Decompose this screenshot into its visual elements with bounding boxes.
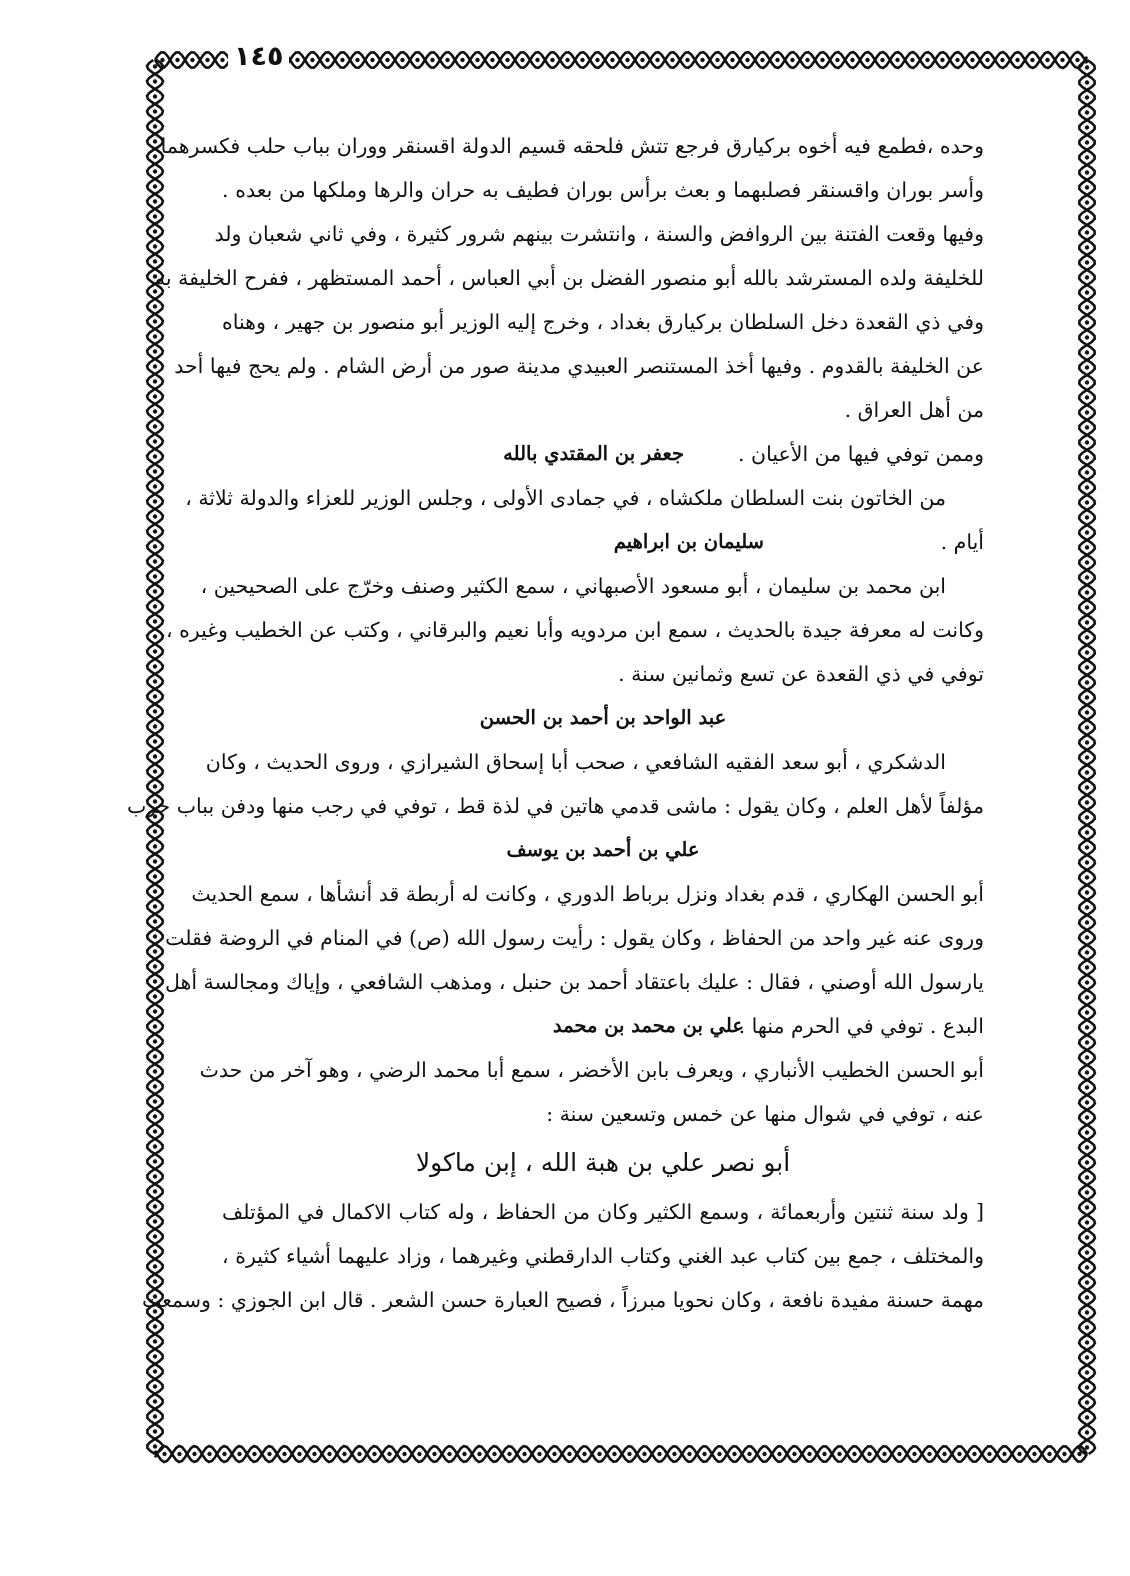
text-line: للخليفة ولده المسترشد بالله أبو منصور الفضل بن أبي العباس ، أحمد المستظهر ، ففرح الخليفة به bbox=[154, 266, 984, 290]
text-line: وفي ذي القعدة دخل السلطان بركيارق بغداد ، وخرج إليه الوزير أبو منصور بن جهير ، وهناه bbox=[222, 310, 984, 334]
text-line: من أهل العراق . bbox=[844, 398, 984, 422]
entry-heading: سليمان بن ابراهيم bbox=[613, 530, 764, 553]
text-line: أبو الحسن الخطيب الأنباري ، ويعرف بابن الأخضر ، سمع أبا محمد الرضي ، وهو آخر من حدث bbox=[199, 1058, 984, 1082]
text-line: يارسول الله أوصني ، فقال : عليك باعتقاد أحمد بن حنبل ، ومذهب الشافعي ، وإياك ومجالسة أهل bbox=[165, 970, 984, 994]
text-line: مؤلفاً لأهل العلم ، وكان يقول : ماشى قدمي هاتين في لذة قط ، توفي في رجب منها ودفن بباب حرب bbox=[126, 794, 984, 818]
page-number: ١٤٥ bbox=[228, 40, 289, 74]
entry-heading: علي بن محمد بن محمد bbox=[552, 1014, 744, 1037]
page-text bbox=[126, 124, 984, 1322]
entry-heading: علي بن أحمد بن يوسف bbox=[506, 838, 700, 861]
text-line: أيام . سليمان بن ابراهيم bbox=[222, 520, 984, 564]
text-line: وحده ،فطمع فيه أخوه بركيارق فرجع تتش فلحقه قسيم الدولة اقسنقر ووران بباب حلب فكسرهما bbox=[160, 134, 984, 158]
text-line: أبو الحسن الهكاري ، قدم بغداد ونزل برباط الدوري ، وكانت له أربطة قد أنشأها ، سمع الحديث bbox=[191, 882, 984, 906]
text-line: عنه ، توفي في شوال منها عن خمس وتسعين سنة : bbox=[546, 1102, 984, 1126]
text-line: الدشكري ، أبو سعد الفقيه الشافعي ، صحب أبا إسحاق الشيرازي ، وروى الحديث ، وكان bbox=[205, 750, 946, 774]
text-line: [ ولد سنة ثنتين وأربعمائة ، وسمع الكثير وكان من الحفاظ ، وله كتاب الاكمال في المؤتلف bbox=[222, 1200, 984, 1224]
text-line: مهمة حسنة مفيدة نافعة ، وكان نحويا مبرزاً ، فصيح العبارة حسن الشعر . قال ابن الجوزي : وسمعت bbox=[141, 1288, 984, 1312]
text-line: وكانت له معرفة جيدة بالحديث ، سمع ابن مردويه وأبا نعيم والبرقاني ، وكتب عن الخطيب وغيره ، bbox=[165, 618, 984, 642]
text-line: ابن محمد بن سليمان ، أبو مسعود الأصبهاني ، سمع الكثير وصنف وخرّج على الصحيحين ، bbox=[200, 574, 946, 598]
entry-heading: أبو نصر علي بن هبة الله ، إبن ماكولا bbox=[415, 1148, 791, 1177]
text-line: والمختلف ، جمع بين كتاب عبد الغني وكتاب الدارقطني وغيرهما ، وزاد عليهما أشياء كثيرة ، bbox=[222, 1244, 984, 1268]
text-line: توفي في ذي القعدة عن تسع وثمانين سنة . bbox=[618, 662, 984, 686]
entry-heading: جعفر بن المقتدي بالله bbox=[503, 442, 684, 465]
text-line: وأسر بوران واقسنقر فصلبهما و بعث برأس بوران فطيف به حران والرها وملكها من بعده . bbox=[222, 178, 984, 202]
text-line: من الخاتون بنت السلطان ملكشاه ، في جمادى الأولى ، وجلس الوزير للعزاء والدولة ثلاثة ، bbox=[185, 486, 946, 510]
text-line: وروى عنه غير واحد من الحفاظ ، وكان يقول : رأيت رسول الله (ص) في المنام في الروضة فقلت : bbox=[151, 926, 984, 950]
text-line: وممن توفي فيها من الأعيان . جعفر بن المقتدي بالله bbox=[222, 432, 984, 476]
text-line: البدع . توفي في الحرم منها . علي بن محمد بن محمد bbox=[222, 1004, 984, 1048]
entry-heading: عبد الواحد بن أحمد بن الحسن bbox=[479, 706, 727, 729]
text-line: عن الخليفة بالقدوم . وفيها أخذ المستنصر العبيدي مدينة صور من أرض الشام . ولم يحج فيها أحد bbox=[174, 354, 984, 378]
text-line: وفيها وقعت الفتنة بين الروافض والسنة ، وانتشرت بينهم شرور كثيرة ، وفي ثاني شعبان ولد bbox=[214, 222, 984, 246]
